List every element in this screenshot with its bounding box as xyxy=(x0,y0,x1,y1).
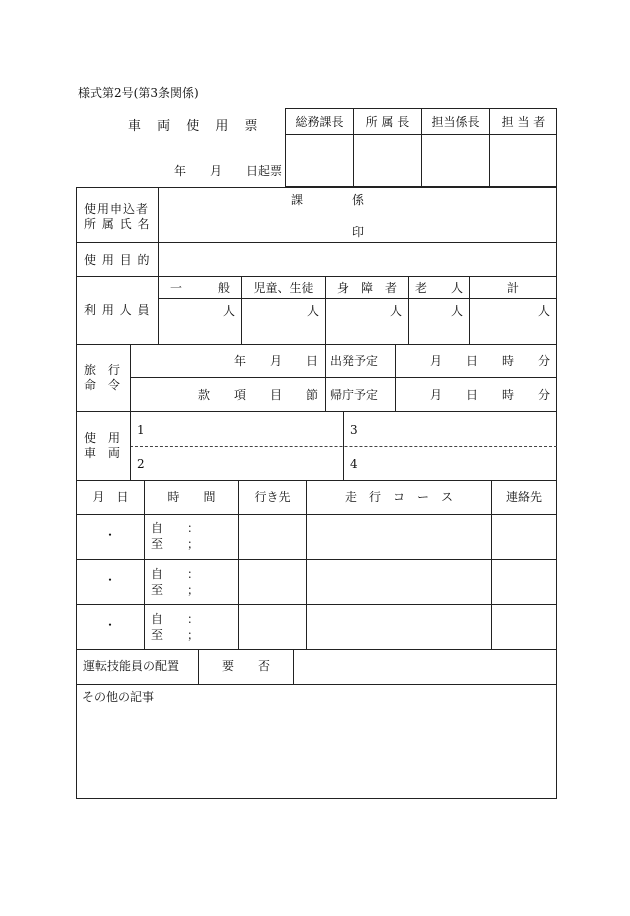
schedule-row1-from[interactable]: 自 ： xyxy=(151,521,200,535)
approval-shozoku-cho: 所 属 長 xyxy=(365,115,410,129)
return-time[interactable]: 月 日 時 分 xyxy=(429,388,550,402)
schedule-row3-dot: ・ xyxy=(104,618,117,632)
departure-time[interactable]: 月 日 時 分 xyxy=(429,354,550,368)
issue-date-line: 年 月 日起票 xyxy=(174,164,283,178)
schedule-header-date: 月 日 xyxy=(92,490,129,504)
users-unit-total[interactable]: 人 xyxy=(537,304,550,318)
vehicle-2[interactable]: 2 xyxy=(137,457,145,471)
users-col-students: 児童、生徒 xyxy=(253,281,314,295)
driver-assignment-label: 運転技能員の配置 xyxy=(83,659,180,673)
budget-items[interactable]: 款 項 目 節 xyxy=(197,388,318,402)
users-col-disabled: 身 障 者 xyxy=(336,281,397,295)
schedule-row1-to[interactable]: 至 ； xyxy=(151,537,200,551)
form-number-label: 様式第2号(第3条関係) xyxy=(78,86,199,100)
schedule-row2-from[interactable]: 自 ： xyxy=(151,567,200,581)
applicant-ka: 課 xyxy=(291,193,304,207)
schedule-row3-from[interactable]: 自 ： xyxy=(151,612,200,626)
users-unit-disabled[interactable]: 人 xyxy=(389,304,402,318)
users-col-elderly: 老 人 xyxy=(414,281,463,295)
schedule-header-contact: 連絡先 xyxy=(505,490,542,504)
users-unit-elderly[interactable]: 人 xyxy=(450,304,463,318)
schedule-row1-dot: ・ xyxy=(104,528,117,542)
users-unit-general[interactable]: 人 xyxy=(222,304,235,318)
schedule-row2-dot: ・ xyxy=(104,573,117,587)
purpose-label: 使 用 目 的 xyxy=(84,253,151,267)
travel-order-label: 旅 行 命 令 xyxy=(84,363,121,392)
schedule-row2-to[interactable]: 至 ； xyxy=(151,583,200,597)
schedule-header-time: 時 間 xyxy=(167,490,216,504)
form-title: 車 両 使 用 票 xyxy=(128,119,264,134)
return-label: 帰庁予定 xyxy=(330,388,379,402)
vehicle-label: 使 用 車 両 xyxy=(84,431,121,460)
applicant-seal-in: 印 xyxy=(352,225,365,239)
driver-assignment-value[interactable]: 要 否 xyxy=(221,659,270,673)
users-col-general: 一 般 xyxy=(169,281,230,295)
users-label: 利 用 人 員 xyxy=(84,303,151,317)
applicant-label: 使用申込者 所 属 氏 名 xyxy=(84,202,151,231)
purpose-field[interactable] xyxy=(159,243,556,276)
approval-soumu-kacho: 総務課長 xyxy=(295,115,344,129)
vehicle-1[interactable]: 1 xyxy=(137,423,145,437)
vehicle-3[interactable]: 3 xyxy=(350,423,358,437)
schedule-header-destination: 行き先 xyxy=(254,490,291,504)
vehicle-4[interactable]: 4 xyxy=(350,457,358,471)
schedule-row3-to[interactable]: 至 ； xyxy=(151,628,200,642)
approval-tanto-kakaricho: 担当係長 xyxy=(431,115,480,129)
approval-tantosha: 担 当 者 xyxy=(501,115,546,129)
applicant-kakari: 係 xyxy=(352,193,365,207)
users-col-total: 計 xyxy=(506,281,519,295)
travel-date[interactable]: 年 月 日 xyxy=(233,354,318,368)
applicant-field[interactable] xyxy=(159,188,556,242)
departure-label: 出発予定 xyxy=(330,354,379,368)
other-notes-label: その他の記事 xyxy=(82,690,155,704)
users-unit-students[interactable]: 人 xyxy=(306,304,319,318)
other-notes-field[interactable] xyxy=(77,705,556,798)
schedule-header-route: 走 行 コ ー ス xyxy=(344,490,453,504)
